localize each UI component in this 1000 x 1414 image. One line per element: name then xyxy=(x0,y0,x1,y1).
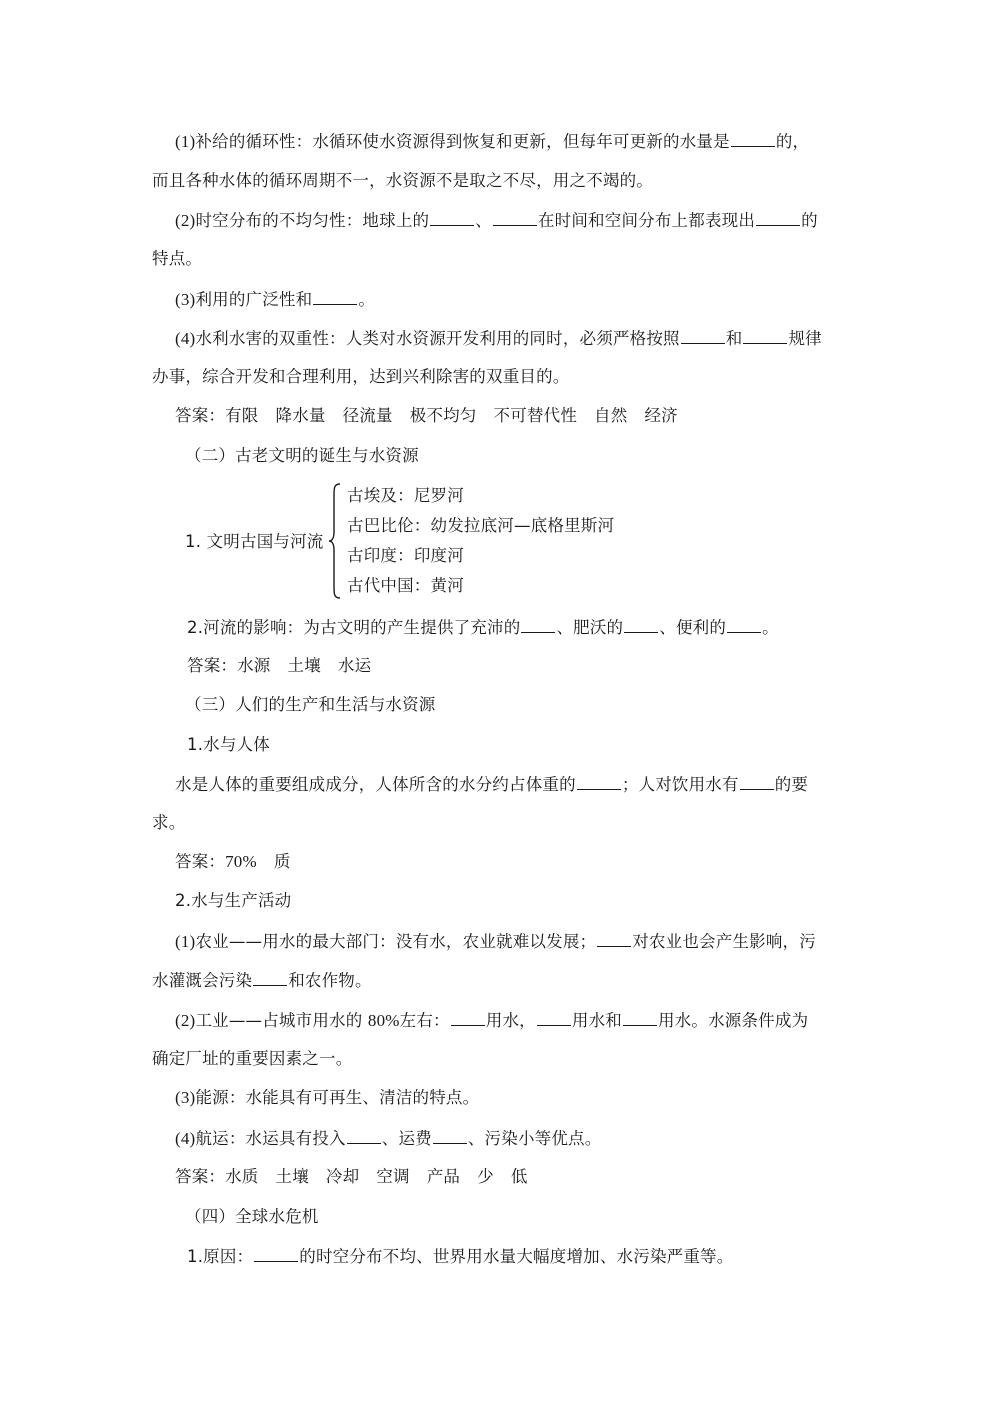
answer-line: 答案：70% 质 xyxy=(175,852,291,871)
civilization-item: 古巴比伦：幼发拉底河—底格里斯河 xyxy=(347,516,615,535)
answer-line: 答案：有限 降水量 径流量 极不均匀 不可替代性 自然 经济 xyxy=(175,406,678,425)
paragraph-duality: (4)水利水害的双重性：人类对水资源开发利用的同时，必须严格按照 和 规律 xyxy=(175,329,822,348)
fill-blank[interactable] xyxy=(537,1009,571,1026)
fill-blank[interactable] xyxy=(756,209,800,226)
fill-blank[interactable] xyxy=(254,1245,298,1262)
fill-blank[interactable] xyxy=(681,327,725,344)
section-heading: （四）全球水危机 xyxy=(185,1207,319,1226)
fill-blank[interactable] xyxy=(597,930,631,947)
fill-blank[interactable] xyxy=(347,1127,381,1144)
fill-blank[interactable] xyxy=(430,209,474,226)
fill-blank[interactable] xyxy=(624,616,658,633)
section-heading: （三）人们的生产和生活与水资源 xyxy=(185,695,436,714)
paragraph-duality-cont: 办事，综合开发和合理利用，达到兴利除害的双重目的。 xyxy=(152,367,570,386)
fill-blank[interactable] xyxy=(743,327,787,344)
civilization-item: 古埃及：尼罗河 xyxy=(347,486,464,505)
fill-blank[interactable] xyxy=(731,130,775,147)
paragraph-shipping: (4)航运：水运具有投入 、运费 、污染小等优点。 xyxy=(175,1129,602,1148)
paragraph-distribution: (2)时空分布的不均匀性：地球上的 、 在时间和空间分布上都表现出 的 xyxy=(175,211,818,230)
paragraph-agriculture-cont: 水灌溉会污染 和农作物。 xyxy=(152,971,372,990)
fill-blank[interactable] xyxy=(253,969,287,986)
paragraph-body-water-cont: 求。 xyxy=(152,813,186,832)
fill-blank[interactable] xyxy=(577,773,621,790)
fill-blank[interactable] xyxy=(521,616,555,633)
answer-line: 答案：水源 土壤 水运 xyxy=(187,656,372,675)
civilization-list-label: 1. 文明古国与河流 xyxy=(185,532,324,551)
fill-blank[interactable] xyxy=(727,616,761,633)
paragraph-usage: (3)利用的广泛性和 。 xyxy=(175,290,376,309)
paragraph-cyclicity-cont: 而且各种水体的循环周期不一，水资源不是取之不尽，用之不竭的。 xyxy=(152,171,653,190)
paragraph-agriculture: (1)农业——用水的最大部门：没有水，农业就难以发展； 对农业也会产生影响，污 xyxy=(175,932,816,951)
section-heading: （二）古老文明的诞生与水资源 xyxy=(185,446,419,465)
paragraph-distribution-cont: 特点。 xyxy=(152,249,203,268)
fill-blank[interactable] xyxy=(623,1009,657,1026)
paragraph-industry-cont: 确定厂址的重要因素之一。 xyxy=(152,1049,353,1068)
paragraph-body-water: 水是人体的重要组成成分，人体所含的水分约占体重的 ；人对饮用水有 的要 xyxy=(175,775,809,794)
curly-brace-icon xyxy=(328,482,342,600)
fill-blank[interactable] xyxy=(451,1009,485,1026)
paragraph-cause: 1.原因： 的时空分布不均、世界用水量大幅度增加、水污染严重等。 xyxy=(187,1247,734,1266)
paragraph-cyclicity: (1)补给的循环性：水循环使水资源得到恢复和更新，但每年可更新的水量是 的， xyxy=(175,132,810,151)
paragraph-energy: (3)能源：水能具有可再生、清洁的特点。 xyxy=(175,1088,480,1107)
answer-line: 答案：水质 土壤 冷却 空调 产品 少 低 xyxy=(175,1167,528,1186)
civilization-item: 古代中国：黄河 xyxy=(347,576,464,595)
fill-blank[interactable] xyxy=(740,773,774,790)
fill-blank[interactable] xyxy=(493,209,537,226)
subheading: 1.水与人体 xyxy=(187,735,270,754)
civilization-item: 古印度：印度河 xyxy=(347,546,464,565)
subheading: 2.水与生产活动 xyxy=(175,891,292,910)
river-influence: 2.河流的影响：为古文明的产生提供了充沛的 、肥沃的 、便利的 。 xyxy=(187,618,779,637)
fill-blank[interactable] xyxy=(313,288,357,305)
fill-blank[interactable] xyxy=(433,1127,467,1144)
paragraph-industry: (2)工业——占城市用水的 80%左右： 用水， 用水和 用水。水源条件成为 xyxy=(175,1011,809,1030)
